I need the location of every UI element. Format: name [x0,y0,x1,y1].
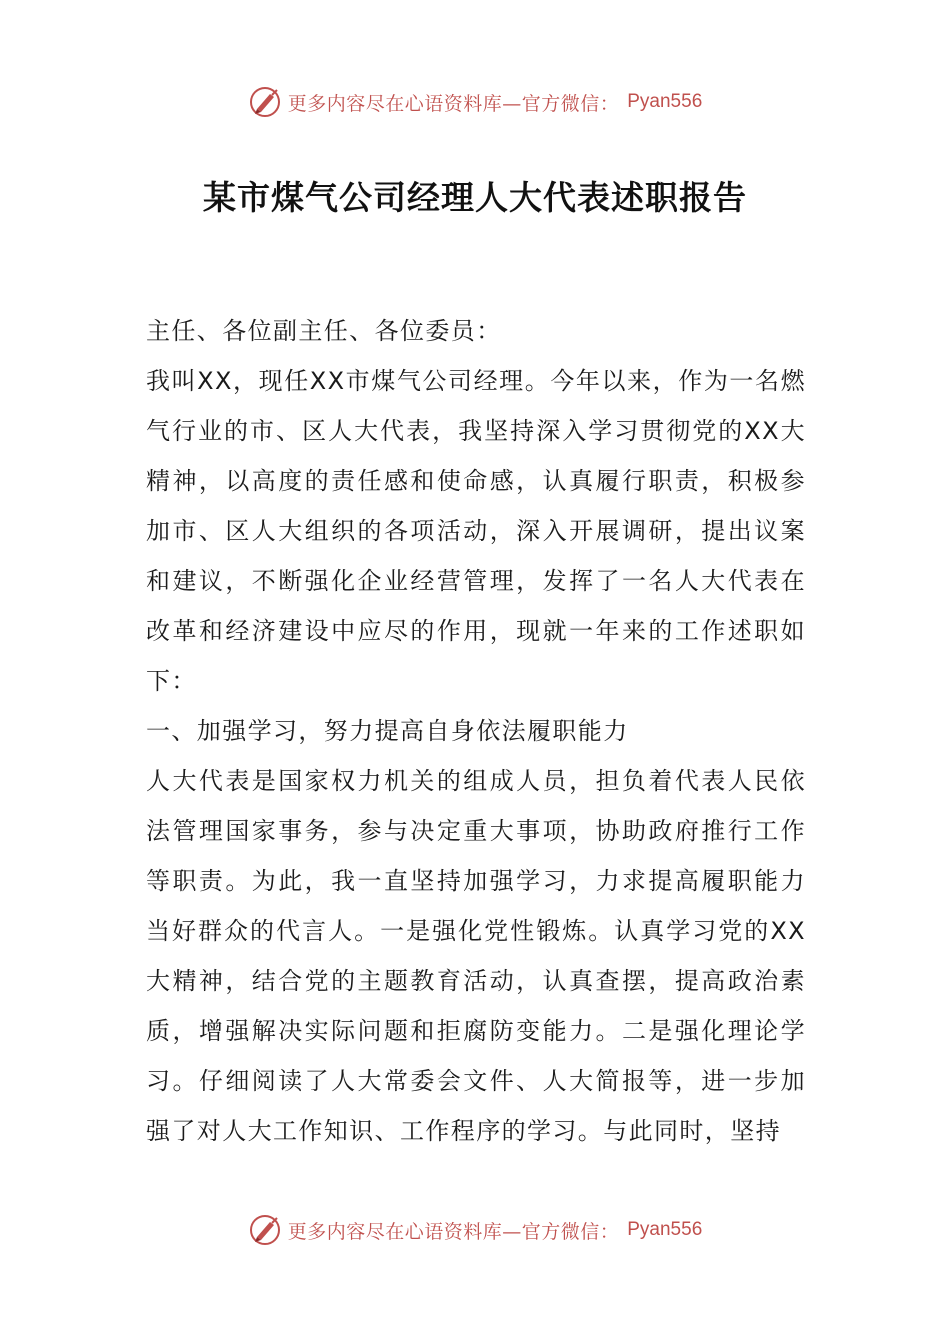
document-title: 某市煤气公司经理人大代表述职报告 [203,178,747,217]
pen-nib-logo-icon [248,1213,282,1247]
header-banner [0,82,950,122]
document-body [146,306,806,1156]
section-heading: 一、加强学习，努力提高自身依法履职能力 [146,717,629,745]
wechat-id: Pyan556 [627,1219,703,1240]
banner-text: 更多内容尽在心语资料库—官方微信： [287,1220,620,1243]
banner-text: 更多内容尽在心语资料库—官方微信： [287,92,620,115]
wechat-id: Pyan556 [627,91,703,112]
pen-nib-logo-icon [248,85,282,119]
footer-banner [0,1210,950,1250]
body-paragraph: 人大代表是国家权力机关的组成人员，担负着代表人民依法管理国家事务，参与决定重大事项，协助政府推行工作等职责。为此，我一直坚持加强学习，力求提高履职能力当好群众的代言人。一是强化党性锻炼。认真学习党的XX大精神，结合党的主题教育活动，认真查摆，提高政治素质，增强解决实际问题和拒腐防变能力。二是强化理论学习。仔细阅读了人大常委会文件、人大简报等，进一步加强了对人大工作知识、工作程序的学习。与此同时，坚持 [146,767,806,1145]
intro-paragraph: 我叫XX，现任XX市煤气公司经理。今年以来，作为一名燃气行业的市、区人大代表，我坚持深入学习贯彻党的XX大精神，以高度的责任感和使命感，认真履行职责，积极参加市、区人大组织的各项活动，深入开展调研，提出议案和建议，不断强化企业经营管理，发挥了一名人大代表在改革和经济建设中应尽的作用，现就一年来的工作述职如下： [146,367,806,695]
salutation-paragraph: 主任、各位副主任、各位委员： [146,317,502,345]
